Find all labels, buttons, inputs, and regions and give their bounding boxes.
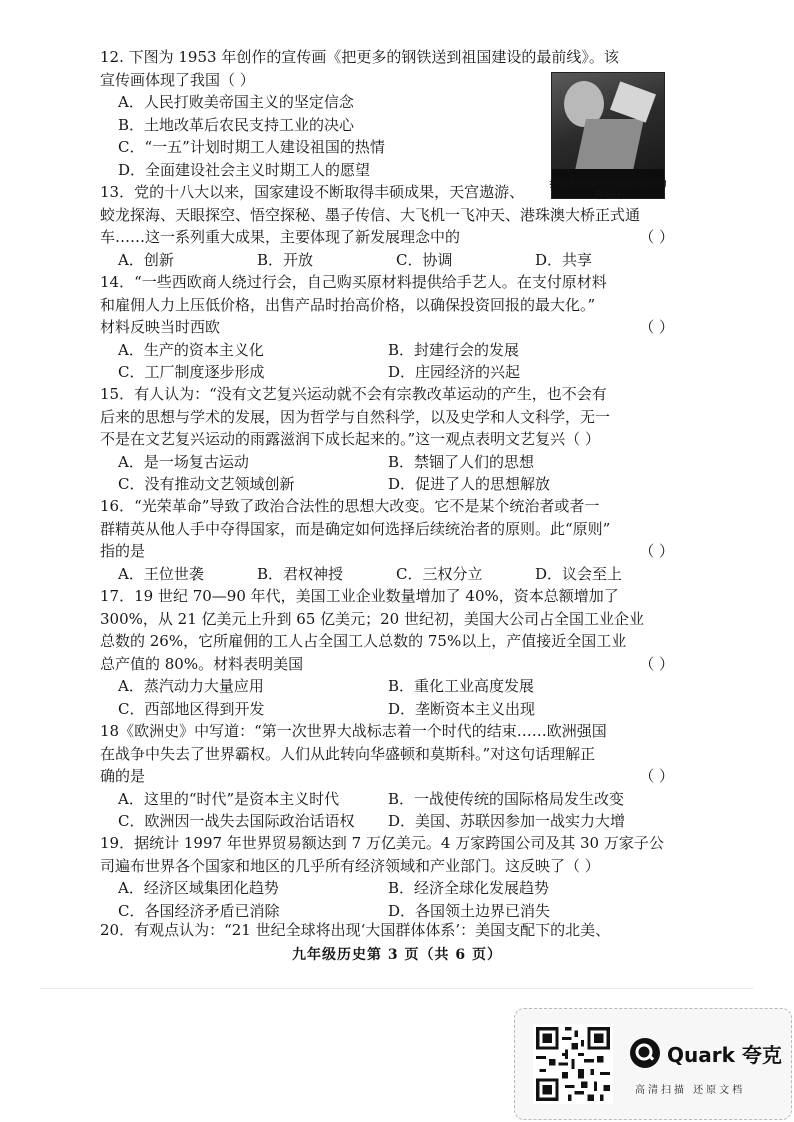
question-line: 总数的 26%，它所雇佣的工人占全国工人总数的 75%以上，产值接近全国工业 <box>100 632 627 650</box>
option-a: A．是一场复古运动 <box>118 452 249 471</box>
option-b: B．经济全球化发展趋势 <box>388 879 550 897</box>
option-c: C．协调 <box>396 250 453 269</box>
options <box>100 249 674 272</box>
answer-paren: （ ） <box>639 542 674 560</box>
question-line <box>100 765 674 788</box>
option-c: C．欧洲因一战失去国际政治话语权 <box>118 812 355 830</box>
option-c: C．工厂制度逐步形成 <box>118 363 265 381</box>
options <box>100 563 674 586</box>
question-line: 15．有人认为：“没有文艺复兴运动就不会有宗教改革运动的产生，也不会有 <box>100 385 607 403</box>
question-line: 17．19 世纪 70—90 年代，美国工业企业数量增加了 40%，资本总额增加了 <box>100 587 619 605</box>
options <box>100 788 674 833</box>
question-line: 宣传画体现了我国（ ） <box>100 70 255 89</box>
option-a: A．人民打败美帝国主义的坚定信念 <box>118 93 354 111</box>
option-b: B．一战使传统的国际格局发生改变 <box>388 789 625 808</box>
answer-paren: （ ） <box>639 767 674 785</box>
option-b: B．重化工业高度发展 <box>388 677 535 695</box>
question-line: 和雇佣人力上压低价格，出售产品时抬高价格，以确保投资回报的最大化。” <box>100 295 596 314</box>
question-line: 不是在文艺复兴运动的雨露滋润下成长起来的。”这一观点表明文艺复兴（ ） <box>100 430 600 448</box>
question-16 <box>100 495 674 585</box>
option-b: B．禁锢了人们的思想 <box>388 452 535 471</box>
answer-paren: （ ） <box>639 654 674 673</box>
option-d: D．共享 <box>535 250 593 269</box>
question-line <box>100 316 674 339</box>
quark-watermark <box>514 1008 792 1120</box>
qr-code-icon <box>533 1024 613 1104</box>
question-18 <box>100 720 674 833</box>
question-15 <box>100 383 674 496</box>
question-text: 材料反映当时西欧 <box>100 318 221 336</box>
option-b: B．封建行会的发展 <box>388 340 520 359</box>
option-c: C．“一五”计划时期工人建设祖国的热情 <box>118 138 385 156</box>
question-17 <box>100 585 674 720</box>
option-a: A．创新 <box>118 250 174 269</box>
divider <box>40 988 754 989</box>
option-c: C．三权分立 <box>396 564 483 583</box>
options <box>100 675 674 720</box>
question-line: 后来的思想与学术的发展，因为哲学与自然科学，以及史学和人文科学，无一 <box>100 407 611 426</box>
page-footer: 九年级历史第 3 页（共 6 页） <box>292 947 502 963</box>
question-line: 20．有观点认为：“21 世纪全球将出现‘大国群体体系’：美国支配下的北美、 <box>100 921 611 939</box>
question-13 <box>100 181 674 271</box>
option-d: D．促进了人的思想解放 <box>388 475 551 493</box>
option-a: A．经济区域集团化趋势 <box>118 879 279 897</box>
options <box>100 451 674 496</box>
options <box>100 877 674 922</box>
question-line: 蛟龙探海、天眼探空、悟空探秘、墨子传信、大飞机一飞冲天、港珠澳大桥正式通 <box>100 205 641 224</box>
option-b: B．开放 <box>257 250 314 269</box>
question-19 <box>100 832 674 922</box>
question-line <box>100 226 674 249</box>
option-c: C．各国经济矛盾已消除 <box>118 901 280 920</box>
brand-slogan: 高清扫描 还原文档 <box>635 1085 746 1096</box>
option-d: D．议会至上 <box>535 564 623 583</box>
option-d: D．全面建设社会主义时期工人的愿望 <box>118 160 371 179</box>
option-a: A．王位世袭 <box>118 564 204 583</box>
question-line: 13．党的十八大以来，国家建设不断取得丰硕成果，天宫遨游、 <box>100 183 525 201</box>
question-line: 14．“一些西欧商人绕过行会，自己购买原材料提供给手艺人。在支付原材料 <box>100 273 607 291</box>
question-14 <box>100 271 674 384</box>
options <box>100 339 674 384</box>
question-text: 车……这一系列重大成果，主要体现了新发展理念中的 <box>100 228 461 246</box>
options <box>100 91 545 181</box>
poster-caption: 把更多的钢铁送到祖国建设的最前线 <box>549 180 667 201</box>
question-line: 在战争中失去了世界霸权。人们从此转向华盛顿和莫斯科。”对这句话理解正 <box>100 744 596 763</box>
answer-paren: （ ） <box>639 318 674 336</box>
question-line <box>100 653 674 676</box>
option-d: D．庄园经济的兴起 <box>388 363 521 381</box>
question-line: 16．“光荣革命”导致了政治合法性的思想大改变。它不是某个统治者或者一 <box>100 497 600 515</box>
question-12 <box>100 46 619 181</box>
option-a: A．蒸汽动力大量应用 <box>118 677 264 695</box>
question-line: 18《欧洲史》中写道：“第一次世界大战标志着一个时代的结束……欧洲强国 <box>100 722 607 740</box>
question-line: 300%，从 21 亿美元上升到 65 亿美元；20 世纪初，美国大公司占全国工业企业 <box>100 609 644 628</box>
option-a: A．生产的资本主义化 <box>118 340 264 359</box>
option-c: C．没有推动文艺领域创新 <box>118 475 295 493</box>
question-text: 确的是 <box>100 767 146 785</box>
option-a: A．这里的“时代”是资本主义时代 <box>118 789 340 808</box>
question-line: 19．据统计 1997 年世界贸易额达到 7 万亿美元。4 万家跨国公司及其 30 万家子公 <box>100 834 664 852</box>
answer-paren: （ ） <box>639 228 674 246</box>
option-d: D．垄断资本主义出现 <box>388 699 536 718</box>
question-line: 12. 下图为 1953 年创作的宣传画《把更多的钢铁送到祖国建设的最前线》。该 <box>100 48 619 66</box>
option-d: D．美国、苏联因参加一战实力大增 <box>388 812 626 830</box>
quark-logo-icon <box>629 1037 661 1069</box>
question-line <box>100 540 674 563</box>
question-line: 群精英从他人手中夺得国家，而是确定如何选择后续统治者的原则。此“原则” <box>100 519 611 538</box>
question-20 <box>100 919 674 942</box>
brand-name: Quark 夸克 <box>667 1043 782 1067</box>
option-b: B．土地改革后农民支持工业的决心 <box>118 115 355 134</box>
option-c: C．西部地区得到开发 <box>118 699 265 718</box>
option-b: B．君权神授 <box>257 564 344 583</box>
question-line: 司遍布世界各个国家和地区的几乎所有经济领域和产业部门。这反映了（ ） <box>100 856 600 875</box>
question-text: 总产值的 80%。材料表明美国 <box>100 654 304 673</box>
question-text: 指的是 <box>100 542 146 560</box>
option-d: D．各国领土边界已消失 <box>388 901 551 920</box>
quark-brand <box>629 1037 782 1071</box>
